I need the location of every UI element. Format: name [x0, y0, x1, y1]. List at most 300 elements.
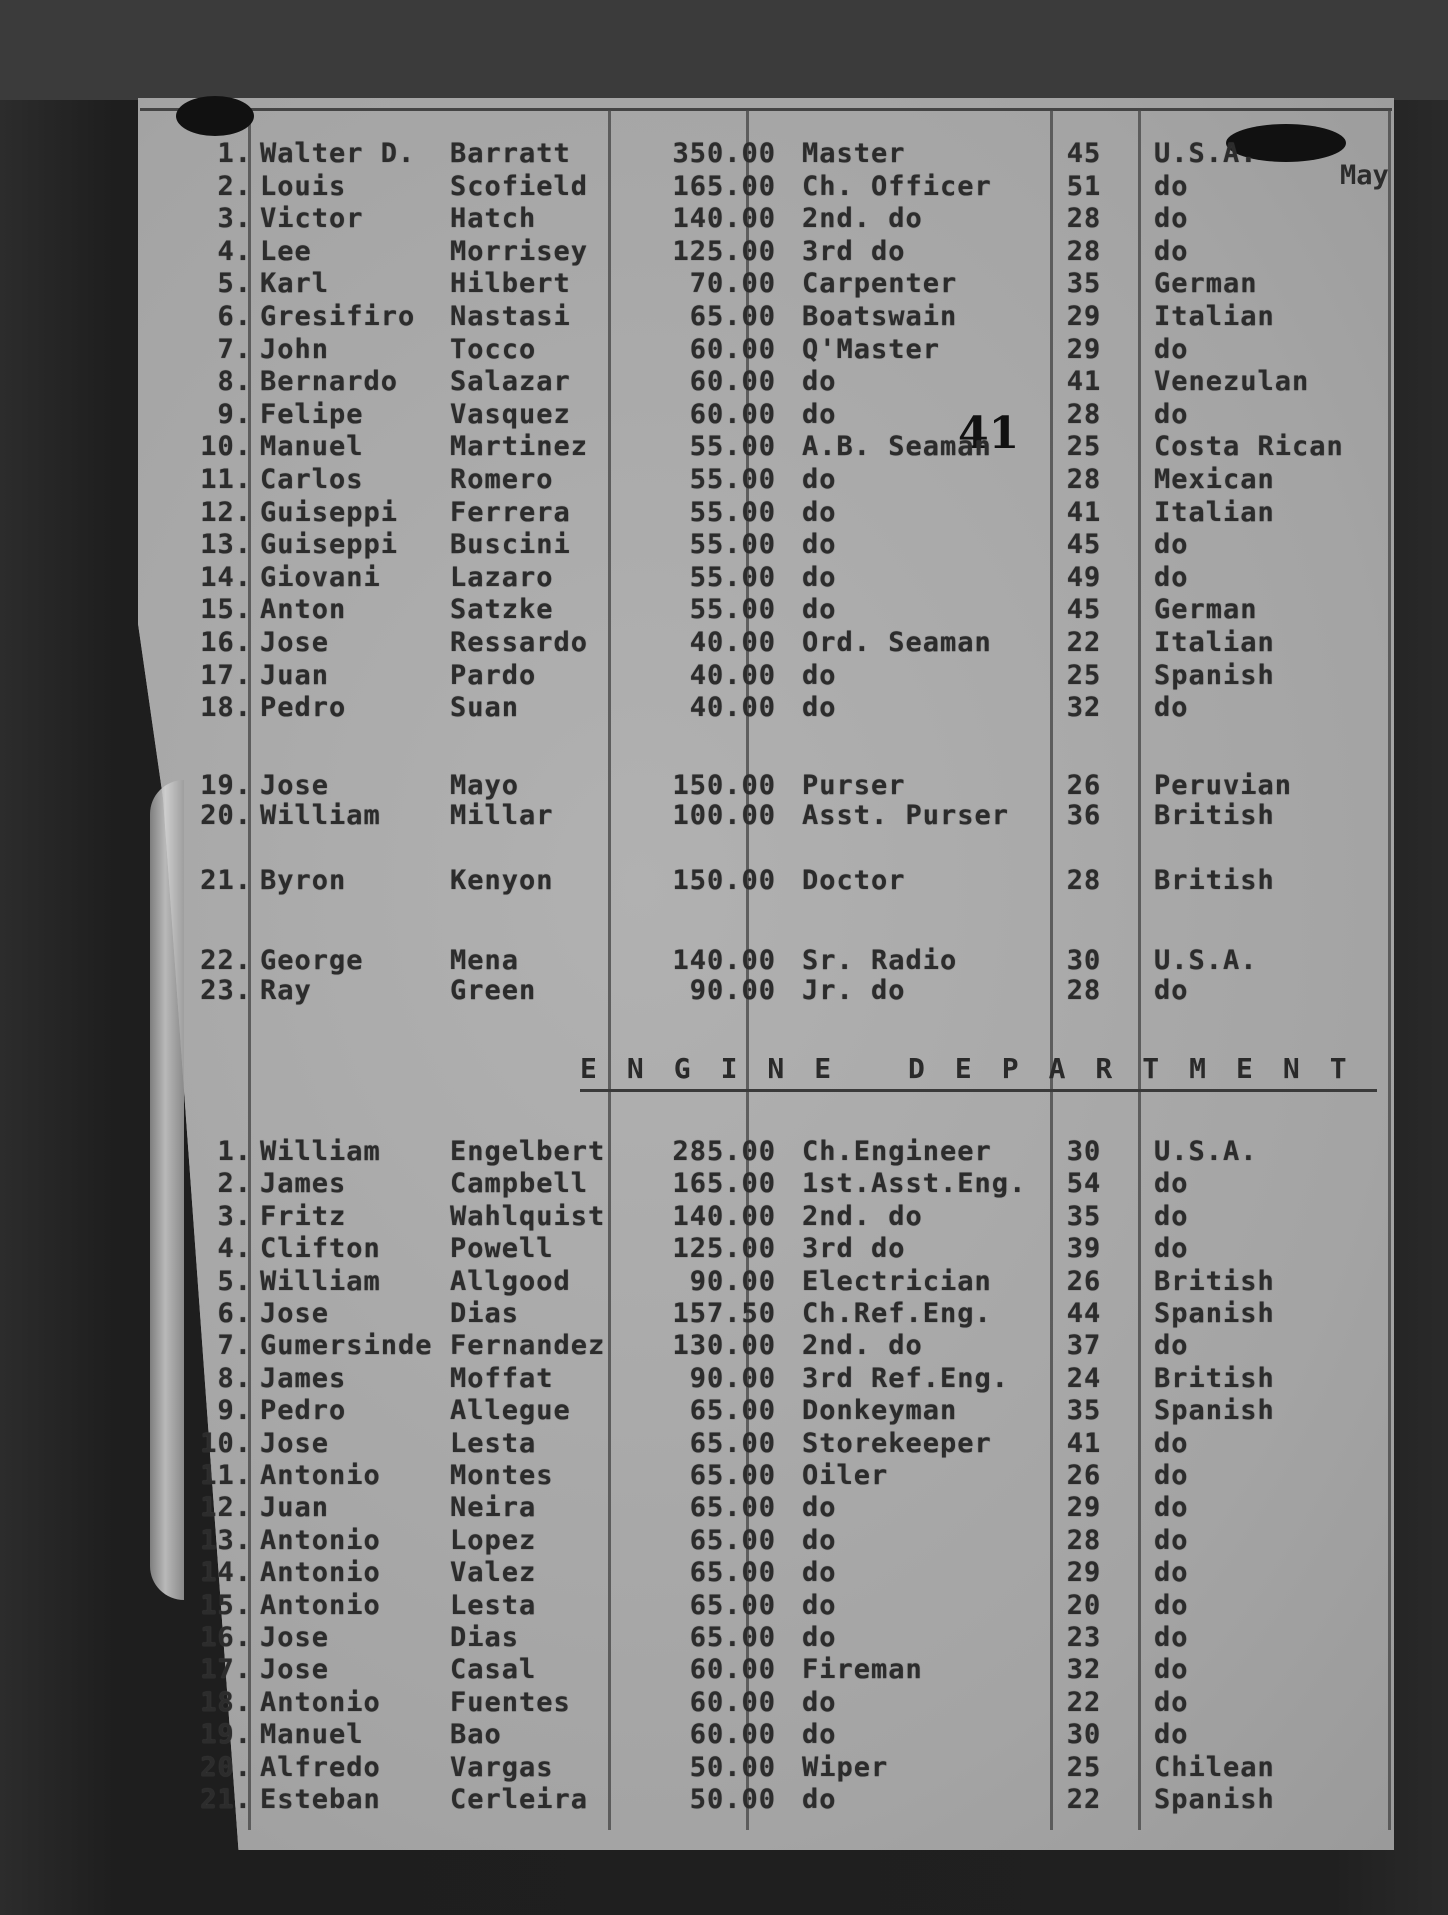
crew-last-name: Mena [450, 945, 520, 976]
crew-nationality: do [1154, 1427, 1189, 1459]
crew-last-name: Barratt [450, 138, 571, 169]
crew-first-name: John [260, 333, 330, 365]
crew-last-name: Tocco [450, 333, 537, 365]
crew-row [178, 1298, 1378, 1328]
crew-last-name: Lopez [450, 1524, 537, 1556]
crew-first-name: Jose [260, 1298, 330, 1329]
crew-age: 24 [1066, 1362, 1102, 1394]
crew-wage: 55.00 [689, 594, 776, 626]
crew-row [178, 692, 1378, 722]
crew-wage: 60.00 [689, 333, 776, 365]
crew-nationality: Spanish [1154, 1784, 1275, 1815]
crew-first-name: Clifton [260, 1233, 381, 1265]
crew-number: 7. [217, 1330, 252, 1362]
crew-first-name: Jose [260, 1427, 330, 1459]
crew-row [178, 1719, 1378, 1749]
crew-row [178, 945, 1378, 975]
crew-row [178, 1654, 1378, 1684]
crew-wage: 65.00 [689, 1427, 776, 1459]
crew-age: 30 [1066, 945, 1102, 976]
edge-text: May [1340, 160, 1389, 191]
crew-rank: Ch. Officer [802, 170, 992, 202]
crew-wage: 60.00 [689, 1686, 776, 1718]
crew-rank: Purser [802, 770, 906, 801]
crew-number: 17. [200, 1654, 252, 1686]
crew-last-name: Romero [450, 464, 554, 495]
crew-age: 39 [1066, 1233, 1102, 1265]
crew-number: 15. [200, 594, 252, 626]
crew-number: 6. [217, 301, 252, 332]
crew-number: 9. [217, 1395, 252, 1427]
crew-number: 1. [217, 138, 252, 169]
crew-last-name: Hilbert [450, 268, 571, 300]
crew-last-name: Dias [450, 1298, 520, 1329]
crew-first-name: Antonio [260, 1557, 381, 1589]
crew-nationality: do [1154, 561, 1189, 593]
crew-wage: 50.00 [689, 1784, 776, 1815]
crew-row [178, 627, 1378, 657]
crew-first-name: Manuel [260, 1719, 364, 1751]
crew-number: 11. [200, 1460, 252, 1491]
crew-nationality: do [1154, 1233, 1189, 1265]
crew-first-name: Byron [260, 865, 347, 896]
crew-age: 26 [1066, 1460, 1102, 1491]
crew-rank: Electrician [802, 1265, 992, 1297]
crew-row [178, 529, 1378, 559]
crew-nationality: do [1154, 692, 1189, 724]
page-number: 41 [958, 408, 1020, 459]
crew-first-name: Jose [260, 1622, 330, 1653]
crew-rank: 3rd Ref.Eng. [802, 1362, 1010, 1394]
crew-rank: do [802, 561, 837, 593]
crew-nationality: do [1154, 333, 1189, 365]
crew-last-name: Moffat [450, 1362, 554, 1394]
crew-row [178, 1428, 1378, 1458]
crew-number: 12. [200, 1492, 252, 1524]
crew-wage: 165.00 [672, 1168, 776, 1200]
crew-row [178, 1525, 1378, 1555]
crew-first-name: Bernardo [260, 366, 399, 398]
crew-rank: Doctor [802, 865, 906, 896]
crew-number: 23. [200, 975, 252, 1006]
crew-number: 3. [217, 1200, 252, 1232]
crew-rank: A.B. Seaman [802, 431, 992, 463]
crew-last-name: Millar [450, 800, 554, 831]
crew-number: 2. [217, 1168, 252, 1200]
crew-age: 30 [1066, 1136, 1102, 1167]
crew-age: 22 [1066, 627, 1102, 658]
crew-nationality: Costa Rican [1154, 431, 1344, 463]
crew-last-name: Allgood [450, 1265, 571, 1297]
crew-age: 41 [1066, 1427, 1102, 1459]
crew-last-name: Lazaro [450, 561, 554, 593]
crew-wage: 65.00 [689, 1524, 776, 1556]
crew-nationality: do [1154, 1200, 1189, 1232]
crew-age: 41 [1066, 496, 1102, 528]
crew-row [178, 660, 1378, 690]
crew-last-name: Bao [450, 1719, 502, 1751]
crew-first-name: Giovani [260, 561, 381, 593]
crew-first-name: George [260, 945, 364, 976]
crew-number: 5. [217, 1265, 252, 1297]
crew-last-name: Valez [450, 1557, 537, 1589]
crew-age: 28 [1066, 865, 1102, 896]
crew-last-name: Salazar [450, 366, 571, 398]
crew-wage: 140.00 [672, 1200, 776, 1232]
crew-number: 7. [217, 333, 252, 365]
crew-last-name: Neira [450, 1492, 537, 1524]
crew-rank: do [802, 1492, 837, 1524]
crew-age: 35 [1066, 268, 1102, 300]
crew-wage: 65.00 [689, 1492, 776, 1524]
crew-row [178, 203, 1378, 233]
crew-rank: Sr. Radio [802, 945, 958, 976]
crew-last-name: Casal [450, 1654, 537, 1686]
crew-wage: 65.00 [689, 1589, 776, 1621]
crew-last-name: Ressardo [450, 627, 589, 658]
crew-nationality: British [1154, 800, 1275, 831]
crew-age: 28 [1066, 975, 1102, 1006]
crew-age: 28 [1066, 235, 1102, 267]
crew-last-name: Lesta [450, 1427, 537, 1459]
crew-age: 51 [1066, 170, 1102, 202]
crew-row [178, 1784, 1378, 1814]
crew-nationality: do [1154, 1719, 1189, 1751]
crew-row [178, 301, 1378, 331]
crew-rank: Storekeeper [802, 1427, 992, 1459]
crew-nationality: German [1154, 594, 1258, 626]
crew-last-name: Morrisey [450, 235, 589, 267]
crew-age: 37 [1066, 1330, 1102, 1362]
crew-age: 41 [1066, 366, 1102, 398]
crew-nationality: do [1154, 1524, 1189, 1556]
crew-wage: 350.00 [672, 138, 776, 169]
crew-last-name: Buscini [450, 529, 571, 561]
crew-rank: Asst. Purser [802, 800, 1010, 831]
crew-number: 13. [200, 1524, 252, 1556]
crew-first-name: Alfredo [260, 1751, 381, 1783]
crew-nationality: do [1154, 1589, 1189, 1621]
crew-row [178, 1201, 1378, 1231]
crew-number: 10. [200, 431, 252, 463]
crew-age: 29 [1066, 1492, 1102, 1524]
crew-wage: 140.00 [672, 203, 776, 235]
crew-first-name: Pedro [260, 1395, 347, 1427]
crew-nationality: British [1154, 1265, 1275, 1297]
crew-first-name: Gresifiro [260, 301, 416, 332]
crew-number: 4. [217, 235, 252, 267]
crew-number: 2. [217, 170, 252, 202]
crew-row [178, 1492, 1378, 1522]
crew-last-name: Vargas [450, 1751, 554, 1783]
crew-number: 19. [200, 1719, 252, 1751]
crew-number: 12. [200, 496, 252, 528]
crew-number: 14. [200, 561, 252, 593]
top-rule [140, 108, 1392, 111]
crew-row [178, 562, 1378, 592]
crew-number: 8. [217, 366, 252, 398]
crew-number: 11. [200, 464, 252, 495]
crew-first-name: Juan [260, 659, 330, 691]
crew-nationality: do [1154, 1686, 1189, 1718]
crew-age: 35 [1066, 1200, 1102, 1232]
crew-rank: do [802, 529, 837, 561]
crew-rank: Oiler [802, 1460, 889, 1491]
crew-age: 45 [1066, 594, 1102, 626]
crew-wage: 65.00 [689, 1557, 776, 1589]
crew-wage: 65.00 [689, 1622, 776, 1653]
crew-row [178, 770, 1378, 800]
crew-last-name: Kenyon [450, 865, 554, 896]
crew-first-name: Fritz [260, 1200, 347, 1232]
crew-nationality: Venezulan [1154, 366, 1310, 398]
crew-nationality: U.S.A. [1154, 138, 1258, 169]
crew-wage: 40.00 [689, 692, 776, 724]
crew-rank: Donkeyman [802, 1395, 958, 1427]
crew-age: 28 [1066, 464, 1102, 495]
crew-number: 20. [200, 800, 252, 831]
crew-last-name: Dias [450, 1622, 520, 1653]
crew-nationality: U.S.A. [1154, 945, 1258, 976]
crew-age: 49 [1066, 561, 1102, 593]
crew-wage: 70.00 [689, 268, 776, 300]
crew-wage: 285.00 [672, 1136, 776, 1167]
crew-nationality: Chilean [1154, 1751, 1275, 1783]
crew-wage: 55.00 [689, 529, 776, 561]
crew-number: 14. [200, 1557, 252, 1589]
crew-number: 18. [200, 1686, 252, 1718]
crew-number: 8. [217, 1362, 252, 1394]
crew-age: 32 [1066, 1654, 1102, 1686]
crew-age: 30 [1066, 1719, 1102, 1751]
crew-wage: 40.00 [689, 627, 776, 658]
crew-rank: do [802, 1524, 837, 1556]
crew-last-name: Campbell [450, 1168, 589, 1200]
crew-wage: 65.00 [689, 1460, 776, 1491]
crew-rank: 2nd. do [802, 203, 923, 235]
crew-number: 16. [200, 1622, 252, 1653]
crew-row [178, 800, 1378, 830]
crew-first-name: Antonio [260, 1460, 381, 1491]
crew-number: 17. [200, 659, 252, 691]
crew-rank: do [802, 366, 837, 398]
crew-row [178, 1363, 1378, 1393]
crew-first-name: Jose [260, 770, 330, 801]
engine-department-heading: ENGINE DEPARTMENT [580, 1052, 1377, 1092]
crew-first-name: William [260, 800, 381, 831]
crew-wage: 100.00 [672, 800, 776, 831]
crew-number: 1. [217, 1136, 252, 1167]
crew-last-name: Satzke [450, 594, 554, 626]
crew-number: 22. [200, 945, 252, 976]
crew-nationality: do [1154, 1492, 1189, 1524]
crew-wage: 150.00 [672, 770, 776, 801]
crew-number: 4. [217, 1233, 252, 1265]
crew-age: 26 [1066, 1265, 1102, 1297]
crew-rank: 2nd. do [802, 1330, 923, 1362]
crew-rank: do [802, 398, 837, 430]
crew-wage: 40.00 [689, 659, 776, 691]
crew-age: 29 [1066, 1557, 1102, 1589]
crew-wage: 50.00 [689, 1751, 776, 1783]
crew-wage: 90.00 [689, 975, 776, 1006]
crew-first-name: Antonio [260, 1524, 381, 1556]
crew-first-name: Juan [260, 1492, 330, 1524]
crew-row [178, 1752, 1378, 1782]
crew-rank: 3rd do [802, 1233, 906, 1265]
crew-wage: 60.00 [689, 366, 776, 398]
crew-age: 26 [1066, 770, 1102, 801]
crew-number: 3. [217, 203, 252, 235]
crew-rank: Jr. do [802, 975, 906, 1006]
crew-number: 18. [200, 692, 252, 724]
crew-wage: 55.00 [689, 464, 776, 495]
crew-age: 45 [1066, 529, 1102, 561]
crew-rank: do [802, 1686, 837, 1718]
crew-first-name: James [260, 1168, 347, 1200]
crew-rank: Wiper [802, 1751, 889, 1783]
crew-number: 5. [217, 268, 252, 300]
crew-nationality: German [1154, 268, 1258, 300]
crew-first-name: Carlos [260, 464, 364, 495]
crew-nationality: British [1154, 865, 1275, 896]
crew-rank: do [802, 1784, 837, 1815]
crew-number: 9. [217, 398, 252, 430]
crew-first-name: Felipe [260, 398, 364, 430]
crew-last-name: Engelbert [450, 1136, 606, 1167]
crew-age: 20 [1066, 1589, 1102, 1621]
crew-rank: Carpenter [802, 268, 958, 300]
crew-nationality: Spanish [1154, 659, 1275, 691]
crew-nationality: do [1154, 1168, 1189, 1200]
crew-wage: 65.00 [689, 301, 776, 332]
crew-first-name: William [260, 1265, 381, 1297]
crew-first-name: Ray [260, 975, 312, 1006]
crew-nationality: Mexican [1154, 464, 1275, 495]
crew-first-name: Guiseppi [260, 496, 399, 528]
crew-row [178, 1395, 1378, 1425]
crew-first-name: Victor [260, 203, 364, 235]
crew-first-name: Antonio [260, 1686, 381, 1718]
crew-nationality: do [1154, 1622, 1189, 1653]
crew-first-name: Jose [260, 1654, 330, 1686]
crew-first-name: Walter D. [260, 138, 416, 169]
crew-wage: 55.00 [689, 496, 776, 528]
crew-row [178, 464, 1378, 494]
crew-last-name: Pardo [450, 659, 537, 691]
crew-nationality: Spanish [1154, 1298, 1275, 1329]
crew-row [178, 431, 1378, 461]
crew-number: 16. [200, 627, 252, 658]
crew-first-name: Antonio [260, 1589, 381, 1621]
crew-last-name: Lesta [450, 1589, 537, 1621]
crew-rank: do [802, 1622, 837, 1653]
crew-rank: do [802, 659, 837, 691]
crew-first-name: Guiseppi [260, 529, 399, 561]
crew-rank: Q'Master [802, 333, 941, 365]
crew-wage: 130.00 [672, 1330, 776, 1362]
crew-rank: Ch.Engineer [802, 1136, 992, 1167]
crew-last-name: Ferrera [450, 496, 571, 528]
crew-first-name: James [260, 1362, 347, 1394]
crew-age: 23 [1066, 1622, 1102, 1653]
crew-rank: do [802, 1719, 837, 1751]
crew-last-name: Montes [450, 1460, 554, 1491]
crew-wage: 60.00 [689, 1654, 776, 1686]
crew-rank: 1st.Asst.Eng. [802, 1168, 1027, 1200]
crew-number: 6. [217, 1298, 252, 1329]
crew-age: 35 [1066, 1395, 1102, 1427]
crew-age: 28 [1066, 203, 1102, 235]
crew-nationality: do [1154, 975, 1189, 1006]
crew-row [178, 138, 1378, 168]
crew-row [178, 594, 1378, 624]
crew-age: 54 [1066, 1168, 1102, 1200]
crew-first-name: Anton [260, 594, 347, 626]
crew-row [178, 1330, 1378, 1360]
crew-last-name: Powell [450, 1233, 554, 1265]
crew-first-name: Karl [260, 268, 330, 300]
crew-wage: 125.00 [672, 235, 776, 267]
crew-first-name: Lee [260, 235, 312, 267]
crew-last-name: Nastasi [450, 301, 571, 332]
crew-age: 25 [1066, 1751, 1102, 1783]
crew-last-name: Wahlquist [450, 1200, 606, 1232]
crew-first-name: Louis [260, 170, 347, 202]
crew-row [178, 399, 1378, 429]
crew-row [178, 268, 1378, 298]
crew-age: 28 [1066, 1524, 1102, 1556]
crew-number: 20. [200, 1751, 252, 1783]
crew-rank: 2nd. do [802, 1200, 923, 1232]
scanner-top-band [0, 0, 1448, 100]
crew-rank: Boatswain [802, 301, 958, 332]
crew-nationality: U.S.A. [1154, 1136, 1258, 1167]
crew-age: 25 [1066, 659, 1102, 691]
crew-wage: 90.00 [689, 1362, 776, 1394]
crew-rank: do [802, 594, 837, 626]
crew-wage: 65.00 [689, 1395, 776, 1427]
crew-wage: 150.00 [672, 865, 776, 896]
crew-nationality: do [1154, 203, 1189, 235]
crew-wage: 55.00 [689, 561, 776, 593]
crew-nationality: British [1154, 1362, 1275, 1394]
crew-row [178, 865, 1378, 895]
crew-age: 36 [1066, 800, 1102, 831]
crew-age: 29 [1066, 301, 1102, 332]
crew-last-name: Suan [450, 692, 520, 724]
crew-age: 32 [1066, 692, 1102, 724]
crew-nationality: Peruvian [1154, 770, 1293, 801]
crew-rank: do [802, 692, 837, 724]
crew-nationality: Italian [1154, 301, 1275, 332]
column-rule-right [1388, 110, 1391, 1830]
crew-rank: do [802, 1589, 837, 1621]
crew-rank: Ch.Ref.Eng. [802, 1298, 992, 1329]
crew-wage: 55.00 [689, 431, 776, 463]
crew-wage: 90.00 [689, 1265, 776, 1297]
crew-wage: 125.00 [672, 1233, 776, 1265]
crew-age: 28 [1066, 398, 1102, 430]
crew-row [178, 1590, 1378, 1620]
crew-last-name: Fernandez [450, 1330, 606, 1362]
crew-first-name: William [260, 1136, 381, 1167]
crew-nationality: Italian [1154, 627, 1275, 658]
crew-last-name: Vasquez [450, 398, 571, 430]
crew-row [178, 1136, 1378, 1166]
crew-row [178, 497, 1378, 527]
crew-first-name: Manuel [260, 431, 364, 463]
